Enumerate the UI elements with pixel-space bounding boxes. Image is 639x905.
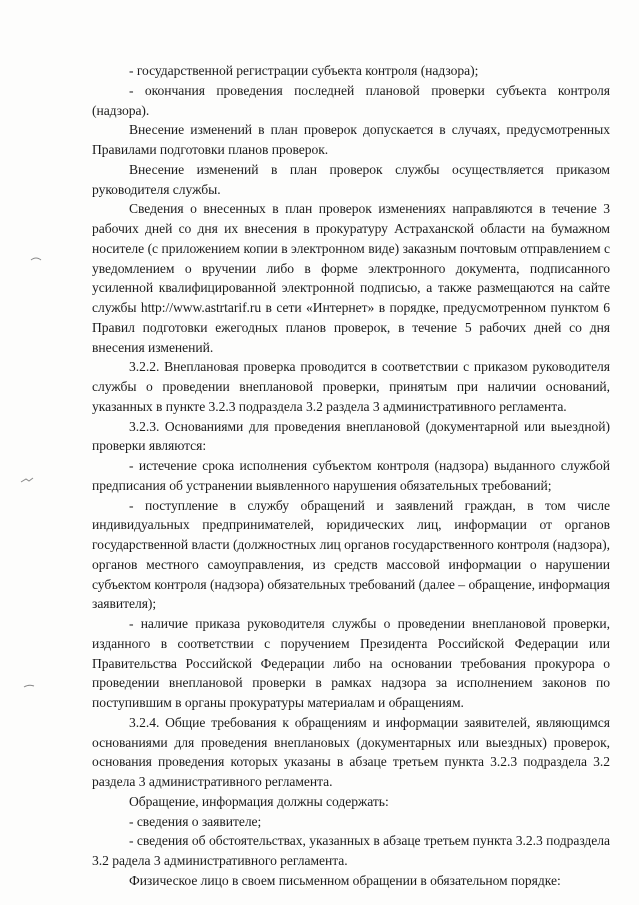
scan-artifact-mark bbox=[20, 476, 34, 484]
scan-artifact-mark bbox=[23, 683, 35, 689]
paragraph-plan-changes-order: Внесение изменений в план проверок службы осуществляется приказом руководителя службы. bbox=[92, 161, 610, 197]
list-item-circumstances: - сведения об обстоятельствах, указанных в абзаце третьем пункта 3.2.3 подраздела 3.2 радела 3 административного регламента. bbox=[92, 833, 610, 868]
list-item-applicant-info: - сведения о заявителе; bbox=[129, 813, 262, 829]
paragraph-must-contain: Обращение, информация должны содержать: bbox=[129, 793, 389, 809]
paragraph-3-2-4: 3.2.4. Общие требования к обращениям и информации заявителей, являющимся основаниями для проведения внеплановых (документарных или выездных) проверок, основания проведения которых указаны в абзаце третьем пункта 3.2.3 подраздела 3.2 раздела 3 административного регламента. bbox=[92, 714, 610, 789]
paragraph-individual: Физическое лицо в своем письменном обращении в обязательном порядке: bbox=[129, 872, 561, 888]
paragraph-changes-notification: Сведения о внесенных в план проверок изменениях направляются в течение 3 рабочих дней со дня их внесения в прокуратуру Астраханской области на бумажном носителе (с приложением копии в электронном виде) заказным почтовым отправлением с уведомлением о вручении либо в форме электронного документа, подписанного усиленной квалифицированной электронной подписью, а также размещаются на сайте службы http://www.astrtarif.ru в сети «Интернет» в порядке, предусмотренном пунктом 6 Правил подготовки ежегодных планов проверок, в течение 5 рабочих дней со дня внесения изменений. bbox=[92, 201, 610, 355]
scan-artifact-mark bbox=[30, 256, 42, 262]
list-item-registration: - государственной регистрации субъекта контроля (надзора); bbox=[129, 63, 479, 78]
paragraph-3-2-2: 3.2.2. Внеплановая проверка проводится в соответствии с приказом руководителя службы о проведении внеплановой проверки, принятым при наличии оснований, указанных в пункте 3.2.3 подраздела 3.2 раздела 3 административного регламента. bbox=[92, 359, 610, 414]
list-item-last-inspection: - окончания проведения последней плановой проверки субъекта контроля (надзора). bbox=[92, 82, 610, 118]
list-item-president-order: - наличие приказа руководителя службы о проведении внеплановой проверки, изданного в соответствии с поручением Президента Российской Федерации или Правительства Российской Федерации либо на основании требования прокурора о проведении внеплановой проверки в рамках надзора за исполнением законов по поступившим в органы прокуратуры материалам и обращениям. bbox=[92, 616, 610, 710]
document-body bbox=[92, 61, 610, 891]
list-item-complaints: - поступление в службу обращений и заявлений граждан, в том числе индивидуальных предпринимателей, юридических лиц, информации от органов государственной власти (должностных лиц органов государственного контроля (надзора), органов местного самоуправления, из средств массовой информации о нарушении субъектом контроля (надзора) обязательных требований (далее – обращение, информация заявителя); bbox=[92, 497, 610, 612]
paragraph-plan-changes-allowed: Внесение изменений в план проверок допускается в случаях, предусмотренных Правилами подготовки планов проверок. bbox=[92, 122, 610, 157]
paragraph-3-2-3: 3.2.3. Основаниями для проведения внеплановой (документарной или выездной) проверки являются: bbox=[92, 418, 610, 454]
list-item-prescription-expiry: - истечение срока исполнения субъектом контроля (надзора) выданного службой предписания об устранении выявленного нарушения обязательных требований; bbox=[92, 458, 610, 493]
